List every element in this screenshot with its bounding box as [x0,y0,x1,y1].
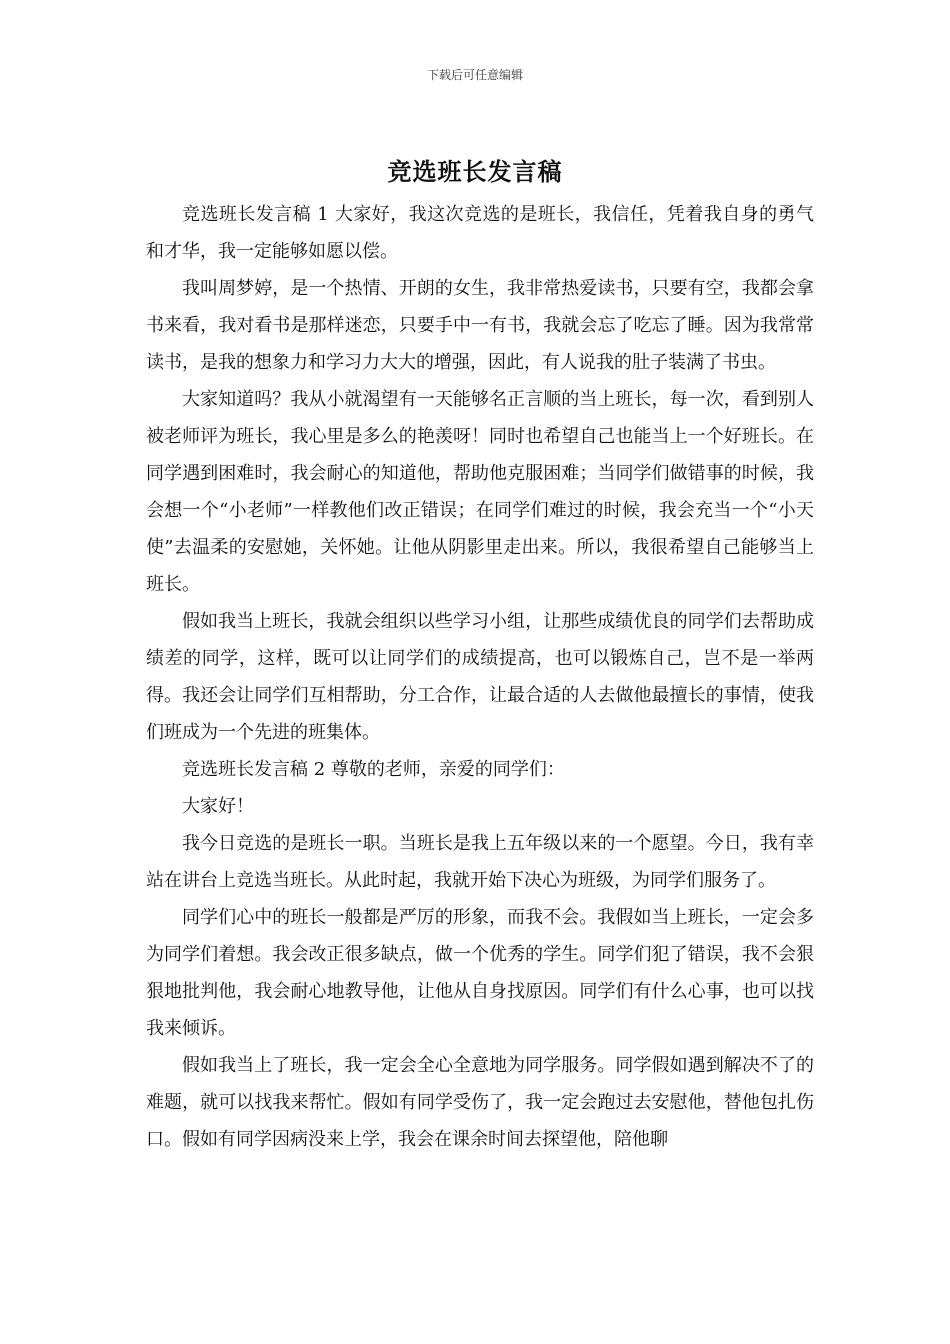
paragraph: 竞选班长发言稿 2 尊敬的老师，亲爱的同学们： [182,759,565,780]
paragraph: 竞选班长发言稿 1 大家好，我这次竞选的是班长，我信任，凭着我自身的勇气和才华，我一定能够如愿以偿。 [146,204,814,262]
paragraph: 假如我当上班长，我就会组织以些学习小组，让那些成绩优良的同学们去帮助成绩差的同学，这样，既可以让同学们的成绩提高，也可以锻炼自己，岂不是一举两得。我还会让同学们互相帮助，分工合作，让最合适的人去做他最擅长的事情，使我们班成为一个先进的班集体。 [146,611,814,743]
paragraph: 假如我当上了班长，我一定会全心全意地为同学服务。同学假如遇到解决不了的难题，就可以找我来帮忙。假如有同学受伤了，我一定会跑过去安慰他，替他包扎伤口。假如有同学因病没来上学，我会在课余时间去探望他，陪他聊 [146,1055,814,1150]
paragraph: 大家知道吗？我从小就渴望有一天能够名正言顺的当上班长，每一次，看到别人被老师评为班长，我心里是多么的艳羡呀！同时也希望自己也能当上一个好班长。在同学遇到困难时，我会耐心的知道他，帮助他克服困难；当同学们做错事的时候，我会想一个“小老师”一样教他们改正错误；在同学们难过的时候，我会充当一个“小天使”去温柔的安慰她，关怀她。让他从阴影里走出来。所以，我很希望自己能够当上班长。 [146,389,814,595]
paragraph: 大家好！ [182,796,254,817]
paragraph: 我今日竞选的是班长一职。当班长是我上五年级以来的一个愿望。今日，我有幸站在讲台上竞选当班长。从此时起，我就开始下决心为班级，为同学们服务了。 [146,833,814,891]
paragraph: 我叫周梦婷，是一个热情、开朗的女生，我非常热爱读书，只要有空，我都会拿书来看，我对看书是那样迷恋，只要手中一有书，我就会忘了吃忘了睡。因为我常常读书，是我的想象力和学习力大大的增强，因此，有人说我的肚子装满了书虫。 [146,278,814,373]
paragraph: 同学们心中的班长一般都是严厉的形象，而我不会。我假如当上班长，一定会多为同学们着想。我会改正很多缺点，做一个优秀的学生。同学们犯了错误，我不会狠狠地批判他，我会耐心地教导他，让他从自身找原因。同学们有什么心事，也可以找我来倾诉。 [146,907,814,1039]
header-note: 下载后可任意编辑 [426,68,523,82]
document-body [146,196,814,1158]
document-title: 竞选班长发言稿 [387,157,563,186]
